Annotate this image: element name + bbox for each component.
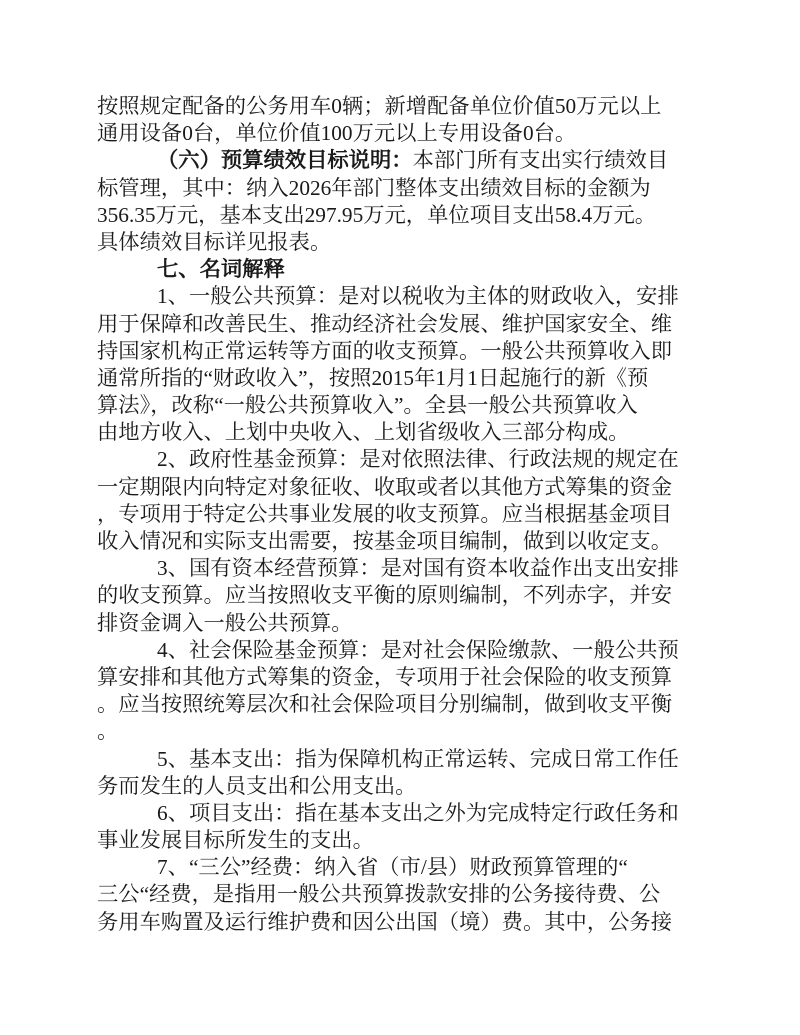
body-text: 按照规定配备的公务用车0辆；新增配备单位价值50万元以上 (97, 94, 662, 118)
text-line (97, 229, 703, 256)
body-text: ，专项用于特定公共事业发展的收支预算。应当根据基金项目 (97, 501, 673, 526)
body-text: 。应当按照统筹层次和社会保险项目分别编制，做到收支平衡 (97, 692, 673, 717)
body-text: 1、一般公共预算：是对以税收为主体的财政收入，安排 (157, 284, 679, 309)
bold-text: （六）预算绩效目标说明： (157, 148, 413, 173)
body-text: 持国家机构正常运转等方面的收支预算。一般公共预算收入即 (97, 338, 673, 363)
body-text: 356.35万元，基本支出297.95万元，单位项目支出58.4万元。 (97, 202, 657, 227)
text-line (97, 501, 703, 528)
body-text: 务而发生的人员支出和公用支出。 (97, 773, 417, 798)
body-text: 事业发展目标所发生的支出。 (97, 828, 374, 853)
text-line (97, 256, 703, 283)
body-text: 5、基本支出：指为保障机构正常运转、完成日常工作任 (157, 746, 679, 771)
body-text: 三公“经费，是指用一般公共预算拨款安排的公务接待费、公 (97, 882, 661, 907)
body-text: 标管理，其中：纳入2026年部门整体支出绩效目标的金额为 (97, 175, 651, 200)
body-text: 的收支预算。应当按照收支平衡的原则编制，不列赤字，并安 (97, 583, 673, 608)
text-line (97, 800, 703, 827)
body-text: 通常所指的“财政收入”，按照2015年1月1日起施行的新《预 (97, 365, 649, 390)
bold-text: 七、名词解释 (157, 257, 285, 282)
text-line (97, 909, 703, 936)
text-line (97, 827, 703, 854)
text-line (97, 93, 703, 120)
text-line (97, 610, 703, 637)
body-text: 排资金调入一般公共预算。 (97, 610, 353, 635)
text-line (97, 419, 703, 446)
body-text: 算安排和其他方式筹集的资金，专项用于社会保险的收支预算 (97, 664, 673, 689)
para-general-public-budget (97, 283, 703, 446)
text-line (97, 555, 703, 582)
body-text: 3、国有资本经营预算：是对国有资本收益作出支出安排 (157, 556, 679, 581)
body-text: 通用设备0台，单位价值100万元以上专用设备0台。 (97, 121, 577, 146)
para-three-public-funds (97, 854, 703, 936)
text-line (97, 283, 703, 310)
para-state-capital-budget (97, 555, 703, 637)
text-line (97, 147, 703, 174)
text-line (97, 202, 703, 229)
text-line (97, 120, 703, 147)
text-line (97, 637, 703, 664)
text-line (97, 365, 703, 392)
text-line (97, 474, 703, 501)
text-line (97, 881, 703, 908)
body-text: 务用车购置及运行维护费和因公出国（境）费。其中，公务接 (97, 909, 673, 934)
text-line (97, 664, 703, 691)
text-line (97, 718, 703, 745)
body-text: 算法》，改称“一般公共预算收入”。全县一般公共预算收入 (97, 393, 638, 418)
body-text: 4、社会保险基金预算：是对社会保险缴款、一般公共预 (157, 637, 679, 662)
body-text: 7、“三公”经费：纳入省（市/县）财政预算管理的“ (157, 855, 628, 880)
body-text: 具体绩效目标详见报表。 (97, 229, 332, 254)
body-text: 用于保障和改善民生、推动经济社会发展、维护国家安全、维 (97, 311, 673, 336)
text-line (97, 854, 703, 881)
body-text: 本部门所有支出实行绩效目 (412, 148, 669, 173)
para-official-vehicles-equipment (97, 93, 703, 147)
text-line (97, 446, 703, 473)
body-text: 2、政府性基金预算：是对依照法律、行政法规的规定在 (157, 447, 679, 472)
text-line (97, 746, 703, 773)
para-social-insurance-budget (97, 637, 703, 746)
text-line (97, 338, 703, 365)
text-line (97, 691, 703, 718)
text-line (97, 773, 703, 800)
heading-glossary (97, 256, 703, 283)
body-text: 由地方收入、上划中央收入、上划省级收入三部分构成。 (97, 420, 630, 445)
body-text: 。 (97, 719, 119, 744)
body-text: 6、项目支出：指在基本支出之外为完成特定行政任务和 (157, 800, 679, 825)
text-line (97, 392, 703, 419)
document-body (97, 93, 703, 936)
text-line (97, 175, 703, 202)
para-project-expenditure (97, 800, 703, 854)
para-basic-expenditure (97, 746, 703, 800)
text-line (97, 311, 703, 338)
para-budget-performance-targets (97, 147, 703, 256)
text-line (97, 582, 703, 609)
body-text: 一定期限内向特定对象征收、收取或者以其他方式筹集的资金 (97, 474, 673, 499)
text-line (97, 528, 703, 555)
body-text: 收入情况和实际支出需要，按基金项目编制，做到以收定支。 (97, 529, 673, 553)
para-government-fund-budget (97, 446, 703, 555)
